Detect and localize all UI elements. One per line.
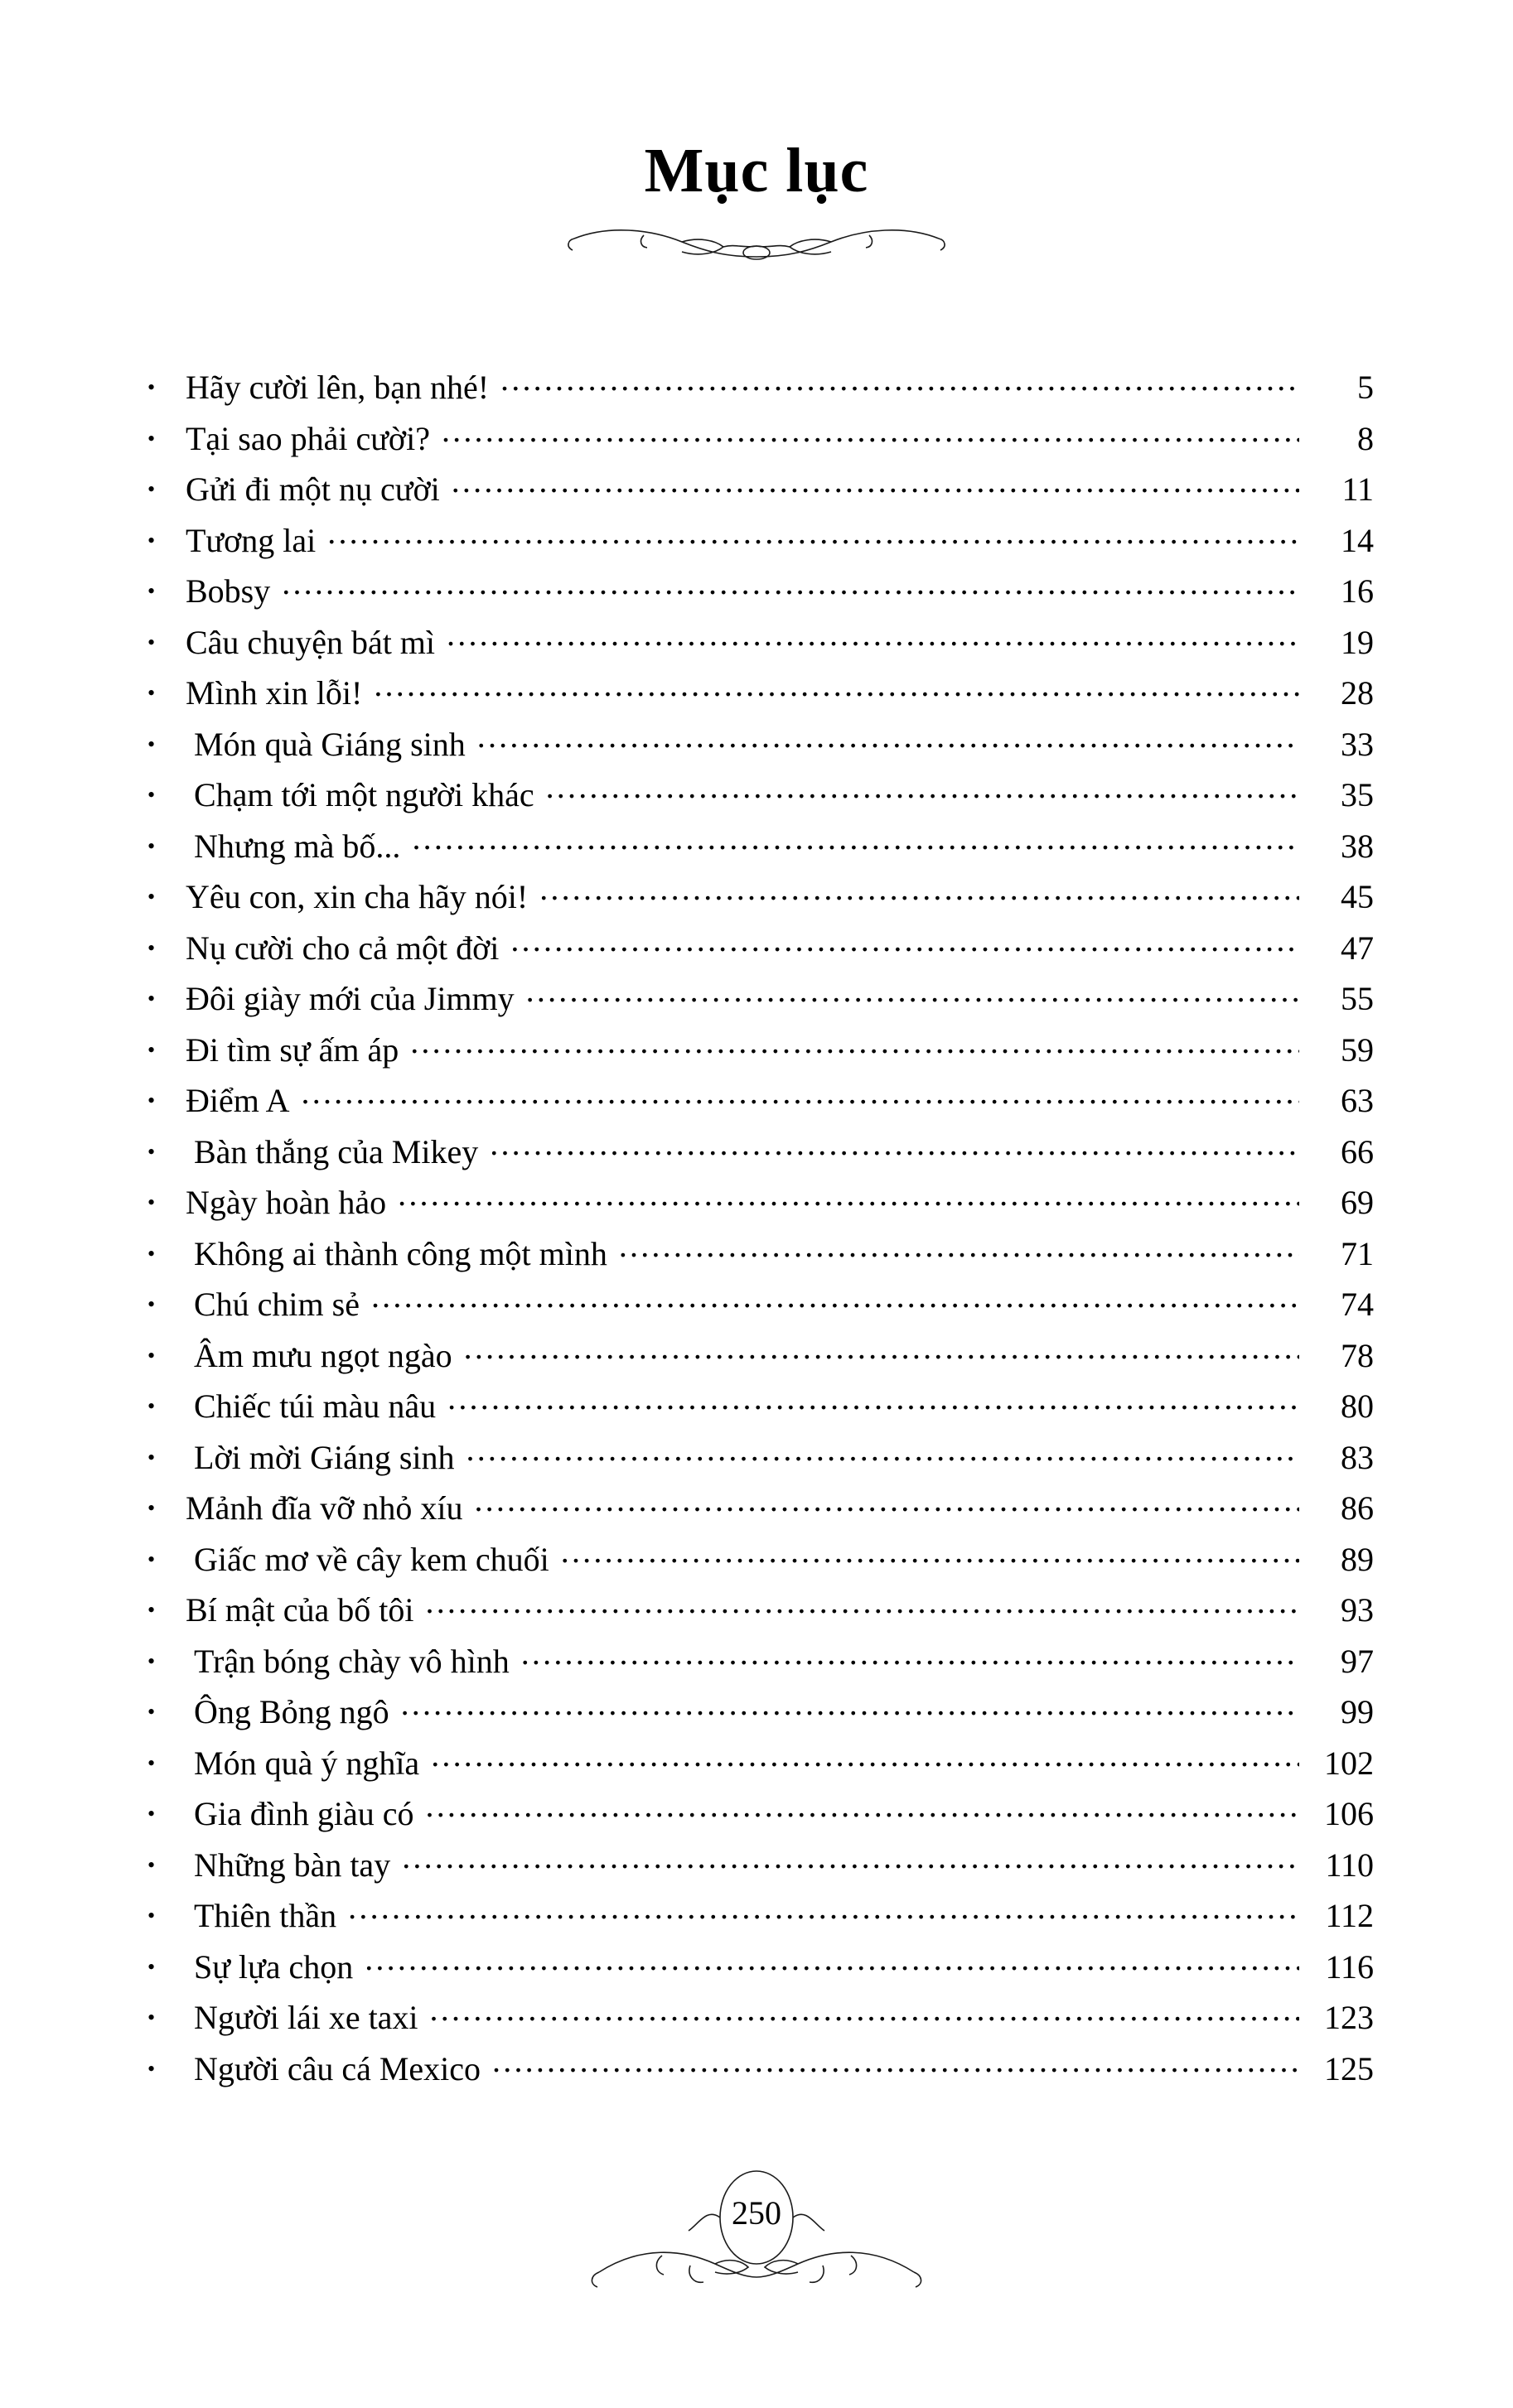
toc-entry[interactable]	[147, 725, 1374, 779]
toc-entry[interactable]	[147, 419, 1374, 474]
toc-entry[interactable]	[147, 1387, 1374, 1441]
leader-dots	[466, 1444, 1299, 1469]
leader-dots	[546, 781, 1299, 806]
toc-entry-title: Không ai thành công một mình	[194, 1234, 607, 1272]
toc-entry-page: 112	[1325, 1897, 1374, 1934]
bullet-icon	[147, 578, 186, 603]
toc-entry-title: Câu chuyện bát mì	[186, 623, 436, 661]
toc-entry[interactable]	[147, 371, 1374, 422]
toc-entry-title: Món quà Giáng sinh	[194, 725, 466, 763]
toc-entry-title: Âm mưu ngọt ngào	[194, 1336, 452, 1374]
toc-entry-page: 83	[1341, 1438, 1374, 1476]
toc-entry-page: 8	[1357, 419, 1374, 457]
bullet-icon	[147, 884, 186, 909]
leader-dots	[490, 1138, 1299, 1163]
toc-entry-title: Món quà ý nghĩa	[194, 1744, 420, 1782]
bullet-icon	[147, 1241, 186, 1266]
toc-entry[interactable]	[147, 1540, 1374, 1595]
toc-entry-page: 80	[1341, 1387, 1374, 1425]
toc-entry-page: 35	[1341, 776, 1374, 813]
toc-entry-page: 97	[1341, 1642, 1374, 1680]
leader-dots	[426, 1800, 1300, 1825]
toc-entry-page: 102	[1324, 1744, 1374, 1782]
toc-entry-page: 99	[1341, 1693, 1374, 1730]
bullet-icon	[147, 476, 186, 501]
toc-entry[interactable]	[147, 1947, 1374, 2002]
bullet-icon	[147, 1393, 186, 1418]
toc-entry-title: Đôi giày mới của Jimmy	[186, 980, 515, 1017]
bullet-icon	[147, 1037, 186, 1062]
leader-dots	[442, 425, 1299, 450]
toc-entry-title: Lời mời Giáng sinh	[194, 1438, 455, 1476]
footer-ornament	[0, 2166, 1513, 2332]
toc-entry-page: 19	[1341, 623, 1374, 661]
leader-dots	[561, 1546, 1299, 1571]
bullet-icon	[147, 782, 186, 807]
leader-dots	[365, 1953, 1299, 1978]
leader-dots	[302, 1087, 1299, 1112]
bullet-icon	[147, 1088, 186, 1112]
page-title: Mục lục	[644, 136, 869, 205]
toc-entry-title: Người câu cá Mexico	[194, 2049, 481, 2087]
leader-dots	[430, 2004, 1299, 2029]
toc-entry[interactable]	[147, 1234, 1374, 1289]
toc-entry-title: Mình xin lỗi!	[186, 674, 363, 712]
bullet-icon	[147, 1597, 186, 1622]
toc-entry-title: Gia đình giàu có	[194, 1795, 414, 1832]
bullet-icon	[147, 1801, 186, 1826]
toc-entry-page: 93	[1341, 1591, 1374, 1629]
toc-entry[interactable]	[147, 1186, 1374, 1238]
leader-dots	[431, 1749, 1299, 1774]
bullet-icon	[147, 1495, 186, 1520]
bullet-icon	[147, 528, 186, 553]
leader-dots	[526, 985, 1299, 1010]
bullet-icon	[147, 2005, 186, 2029]
toc-entry[interactable]	[147, 1132, 1374, 1187]
toc-entry[interactable]	[147, 623, 1374, 678]
toc-entry-page: 69	[1341, 1184, 1374, 1221]
toc-entry[interactable]	[147, 827, 1374, 881]
table-of-contents	[147, 371, 1374, 2103]
toc-entry-page: 89	[1341, 1540, 1374, 1578]
toc-entry-title: Sự lựa chọn	[194, 1947, 354, 1986]
toc-entry-page: 86	[1341, 1489, 1374, 1527]
bullet-icon	[147, 630, 186, 654]
leader-dots	[464, 1342, 1299, 1367]
toc-entry-title: Bobsy	[186, 572, 271, 610]
toc-entry-page: 16	[1341, 572, 1374, 610]
toc-entry[interactable]	[147, 1030, 1374, 1085]
leader-dots	[374, 679, 1299, 704]
toc-entry-page: 106	[1324, 1795, 1374, 1832]
title-ornament-icon	[558, 220, 955, 278]
bullet-icon	[147, 1547, 186, 1571]
toc-entry-title: Nhưng mà bố...	[194, 827, 401, 865]
toc-entry[interactable]	[147, 1744, 1374, 1798]
bullet-icon	[147, 1139, 186, 1164]
toc-entry-title: Nụ cười cho cả một đời	[186, 929, 500, 967]
toc-entry-page: 38	[1341, 827, 1374, 865]
leader-dots	[452, 475, 1299, 500]
toc-entry-page: 110	[1325, 1846, 1374, 1884]
bullet-icon	[147, 1699, 186, 1724]
toc-entry-title: Trận bóng chày vô hình	[194, 1642, 510, 1680]
leader-dots	[412, 832, 1299, 857]
toc-entry-title: Bí mật của bố tôi	[186, 1591, 414, 1629]
leader-dots	[371, 1291, 1299, 1315]
leader-dots	[500, 374, 1299, 398]
leader-dots	[510, 934, 1299, 959]
toc-entry-title: Thiên thần	[194, 1897, 337, 1934]
toc-entry[interactable]	[147, 572, 1374, 626]
bullet-icon	[147, 1852, 186, 1877]
toc-entry[interactable]	[147, 1084, 1374, 1136]
toc-entry-title: Ngày hoàn hảo	[186, 1184, 387, 1221]
toc-entry[interactable]	[147, 1642, 1374, 1696]
leader-dots	[402, 1851, 1299, 1876]
toc-entry-page: 5	[1357, 369, 1374, 406]
leader-dots	[410, 1036, 1299, 1061]
toc-entry-title: Điểm A	[186, 1082, 290, 1119]
toc-entry-title: Tương lai	[186, 521, 317, 559]
toc-entry[interactable]	[147, 878, 1374, 932]
toc-entry-page: 59	[1341, 1030, 1374, 1069]
toc-entry-title: Người lái xe taxi	[194, 1999, 418, 2036]
leader-dots	[474, 1494, 1299, 1519]
toc-entry-page: 45	[1341, 878, 1374, 915]
toc-entry[interactable]	[147, 1899, 1374, 1951]
toc-entry-page: 125	[1324, 2049, 1374, 2087]
toc-entry[interactable]	[147, 1438, 1374, 1493]
toc-entry-page: 74	[1341, 1286, 1374, 1323]
toc-entry-title: Ông Bỏng ngô	[194, 1693, 389, 1730]
toc-entry[interactable]	[147, 1795, 1374, 1849]
toc-entry[interactable]	[147, 2049, 1374, 2104]
bullet-icon	[147, 1954, 186, 1979]
leader-dots	[447, 629, 1299, 654]
bullet-icon	[147, 1903, 186, 1928]
leader-dots	[426, 1596, 1299, 1621]
toc-entry-page: 33	[1341, 725, 1374, 763]
toc-entry-page: 123	[1324, 1999, 1374, 2036]
toc-entry-page: 11	[1341, 471, 1374, 508]
toc-entry[interactable]	[147, 1489, 1374, 1543]
leader-dots	[492, 2055, 1299, 2080]
bullet-icon	[147, 1445, 186, 1469]
bullet-icon	[147, 1291, 186, 1316]
leader-dots	[348, 1902, 1299, 1927]
folio-number: 250	[732, 2194, 781, 2232]
toc-entry-title: Tại sao phải cười?	[186, 419, 430, 457]
toc-entry-page: 63	[1341, 1082, 1374, 1119]
toc-entry-title: Hãy cười lên, bạn nhé!	[186, 369, 490, 406]
bullet-icon	[147, 680, 186, 705]
leader-dots	[398, 1189, 1299, 1214]
toc-entry-page: 14	[1341, 521, 1374, 559]
leader-dots	[327, 527, 1299, 552]
toc-entry-title: Giấc mơ về cây kem chuối	[194, 1540, 549, 1578]
leader-dots	[401, 1698, 1299, 1723]
bullet-icon	[147, 2056, 186, 2081]
toc-entry[interactable]	[147, 2001, 1374, 2053]
toc-entry[interactable]	[147, 1591, 1374, 1645]
toc-entry[interactable]	[147, 1846, 1374, 1900]
bullet-icon	[147, 1648, 186, 1673]
toc-entry[interactable]	[147, 473, 1374, 524]
bullet-icon	[147, 731, 186, 756]
toc-entry-title: Đi tìm sự ấm áp	[186, 1030, 399, 1069]
bullet-icon	[147, 426, 186, 451]
bullet-icon	[147, 833, 186, 858]
toc-entry[interactable]	[147, 1693, 1374, 1747]
bullet-icon	[147, 935, 186, 960]
toc-entry[interactable]	[147, 1336, 1374, 1391]
toc-entry-page: 47	[1341, 929, 1374, 967]
bullet-icon	[147, 986, 186, 1011]
bullet-icon	[147, 374, 186, 399]
toc-entry[interactable]	[147, 521, 1374, 576]
toc-entry-page: 66	[1341, 1132, 1374, 1170]
footer-ornament-icon	[582, 2166, 931, 2332]
leader-dots	[477, 731, 1299, 755]
toc-entry-title: Những bàn tay	[194, 1846, 391, 1884]
toc-entry-page: 78	[1341, 1336, 1374, 1374]
leader-dots	[447, 1392, 1299, 1417]
leader-dots	[282, 577, 1299, 602]
toc-entry-title: Chú chim sẻ	[194, 1286, 360, 1323]
toc-entry-page: 116	[1325, 1947, 1374, 1986]
toc-entry-title: Chạm tới một người khác	[194, 776, 534, 813]
toc-entry-page: 28	[1341, 674, 1374, 712]
toc-entry-title: Mảnh đĩa vỡ nhỏ xíu	[186, 1489, 463, 1527]
toc-entry-title: Bàn thắng của Mikey	[194, 1132, 479, 1170]
bullet-icon	[147, 1750, 186, 1775]
toc-entry[interactable]	[147, 1288, 1374, 1339]
leader-dots	[619, 1240, 1299, 1265]
toc-entry-page: 55	[1341, 980, 1374, 1017]
bullet-icon	[147, 1190, 186, 1214]
toc-entry-title: Gửi đi một nụ cười	[186, 471, 440, 508]
bullet-icon	[147, 1343, 186, 1368]
toc-entry[interactable]	[147, 674, 1374, 728]
toc-entry-title: Chiếc túi màu nâu	[194, 1387, 437, 1425]
leader-dots	[539, 883, 1299, 908]
toc-entry[interactable]	[147, 776, 1374, 830]
toc-entry-title: Yêu con, xin cha hãy nói!	[186, 878, 529, 915]
leader-dots	[521, 1648, 1299, 1672]
toc-entry[interactable]	[147, 982, 1374, 1034]
toc-entry-page: 71	[1341, 1234, 1374, 1272]
toc-entry[interactable]	[147, 929, 1374, 983]
